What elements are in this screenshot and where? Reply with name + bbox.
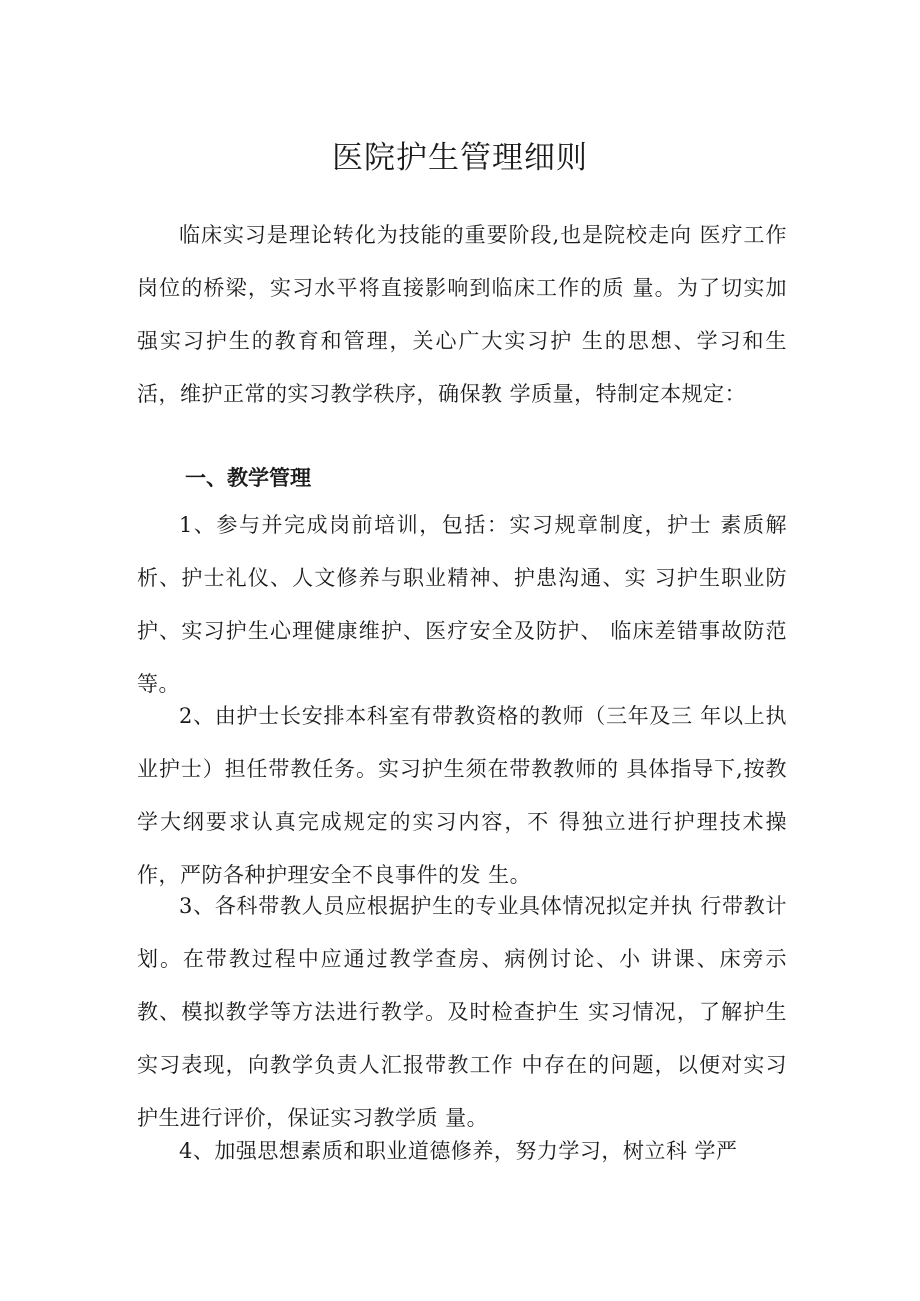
- item-paragraph-1: 1、参与并完成岗前培训，包括：实习规章制度，护士 素质解析、护士礼仪、人文修养与职业精神、护患沟通、实 习护生职业防护、实习护生心理健康维护、医疗安全及防护、 临床差错事故防范等。: [137, 513, 787, 696]
- item-paragraph-2: 2、由护士长安排本科室有带教资格的教师（三年及三 年以上执业护士）担任带教任务。实习护生须在带教教师的 具体指导下,按教学大纲要求认真完成规定的实习内容，不 得独立进行护理技术操作，严防各种护理安全不良事件的发 生。: [137, 704, 787, 887]
- item-paragraph-3: 3、各科带教人员应根据护生的专业具体情况拟定并执 行带教计划。在带教过程中应通过教学查房、病例讨论、小 讲课、床旁示教、模拟教学等方法进行教学。及时检查护生 实习情况，了解护生实习表现，向教学负责人汇报带教工作 中存在的问题，以便对实习护生进行评价，保证实习教学质 量。: [137, 894, 787, 1130]
- document-title: 医院护生管理细则: [332, 140, 588, 176]
- item-paragraph-4: 4、加强思想素质和职业道德修养，努力学习，树立科 学严: [179, 1139, 738, 1163]
- intro-paragraph: 临床实习是理论转化为技能的重要阶段,也是院校走向 医疗工作岗位的桥梁，实习水平将直接影响到临床工作的质 量。为了切实加强实习护生的教育和管理，关心广大实习护 生的思想、学习和生活，维护正常的实习教学秩序，确保教 学质量，特制定本规定：: [137, 223, 787, 406]
- section-heading-teaching-management: 一、教学管理: [185, 466, 311, 490]
